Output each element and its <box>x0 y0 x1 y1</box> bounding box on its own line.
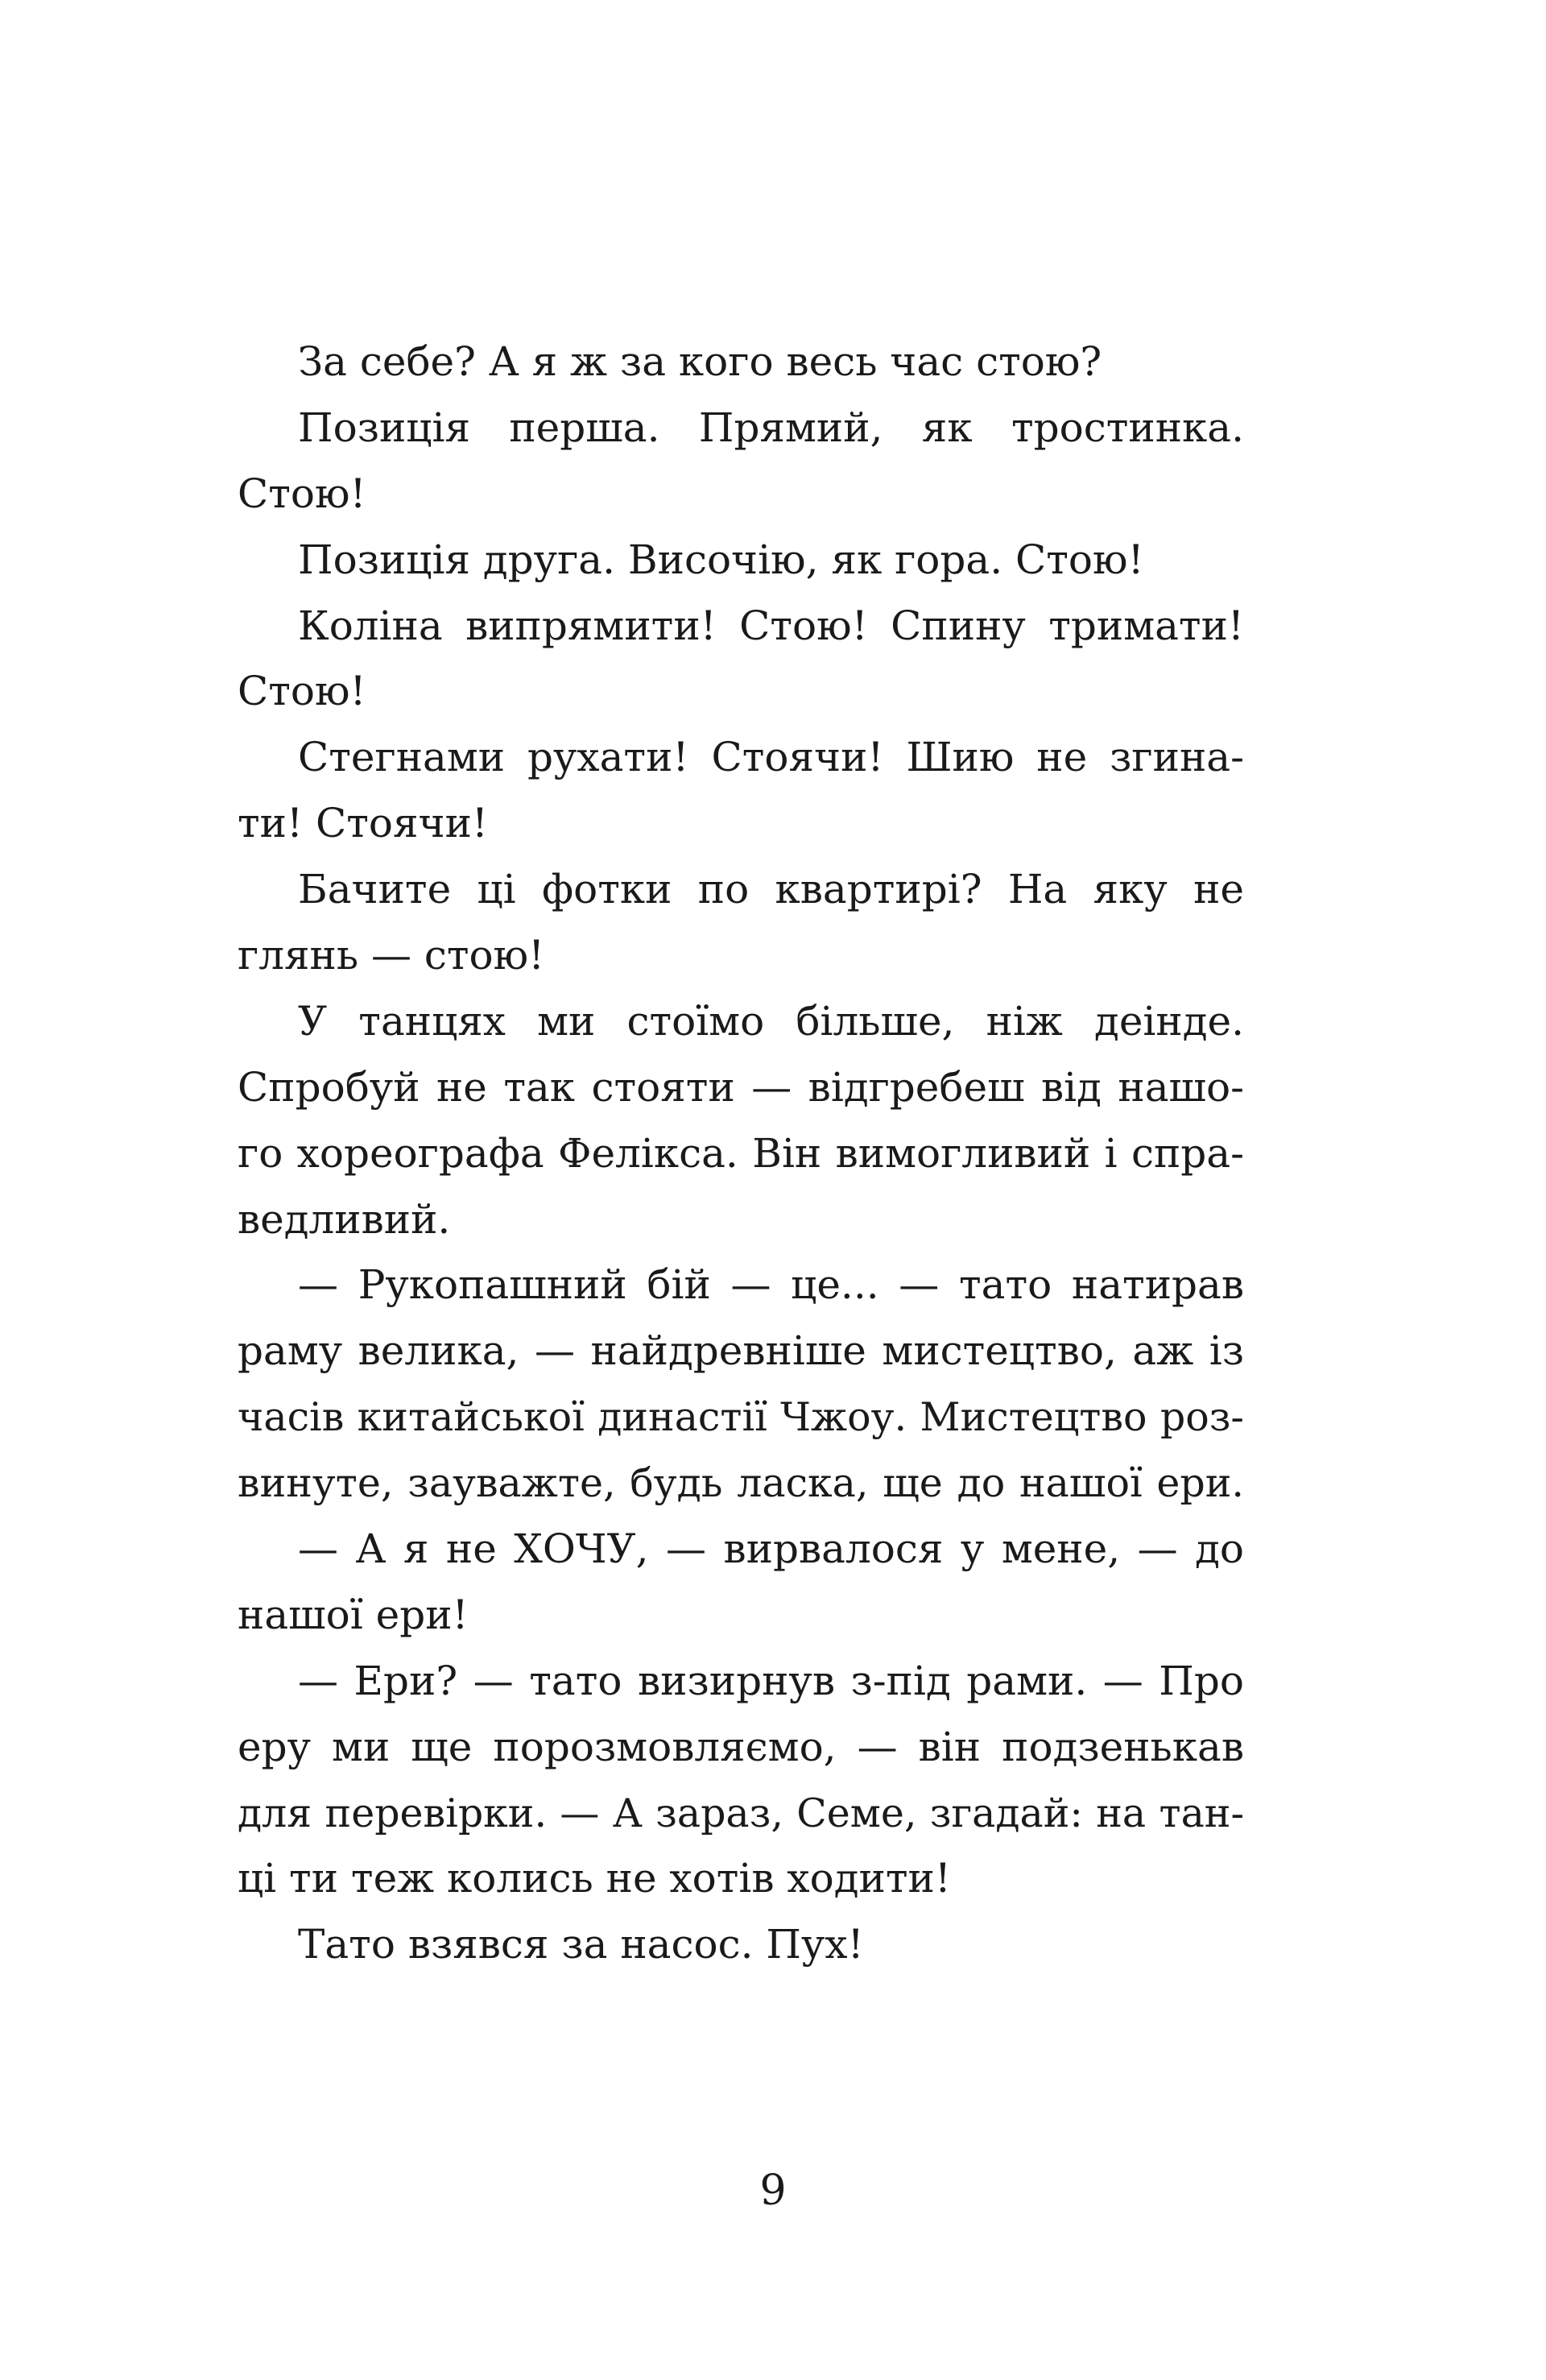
text-line-11: У танцях ми стоїмо більше, ніж деінде. <box>298 997 1244 1045</box>
text-line-1: За себе? А я ж за кого весь час стою? <box>298 338 1102 385</box>
text-line-17: часів китайської династії Чжоу. Мистецтво роз- <box>238 1394 1244 1441</box>
text-line-7: Стегнами рухати! Стоячи! Шию не згина- <box>298 734 1244 781</box>
text-line-23: для перевірки. — А зараз, Семе, згадай: на тан- <box>238 1790 1244 1836</box>
text-line-21: — Ери? — тато визирнув з-під рами. — Про <box>298 1657 1244 1704</box>
text-line-8: ти! Стоячи! <box>238 800 489 847</box>
text-line-6: Стою! <box>238 668 366 715</box>
text-line-22: еру ми ще порозмовляємо, — він подзенькав <box>238 1723 1244 1770</box>
text-line-10: глянь — стою! <box>238 932 545 979</box>
text-line-13: го хореографа Фелікса. Він вимогливий і спра- <box>238 1129 1244 1177</box>
page-number: 9 <box>759 2167 787 2215</box>
body-text <box>238 329 1244 1978</box>
text-line-12: Спробуй не так стояти — відгребеш від нашо- <box>238 1063 1244 1111</box>
text-line-9: Бачите ці фотки по квартирі? На яку не <box>298 866 1244 913</box>
text-line-19: — А я не ХОЧУ, — вирвалося у мене, — до <box>298 1525 1244 1573</box>
text-line-24: ці ти теж колись не хотів ходити! <box>238 1855 951 1902</box>
text-line-16: раму велика, — найдревніше мистецтво, аж із <box>238 1327 1244 1375</box>
text-line-18: винуте, зауважте, будь ласка, ще до нашої ери. <box>238 1460 1244 1507</box>
text-line-5: Коліна випрямити! Стою! Спину тримати! <box>298 602 1244 649</box>
text-line-2: Позиція перша. Прямий, як тростинка. <box>298 404 1244 451</box>
text-line-3: Стою! <box>238 470 366 517</box>
text-line-14: ведливий. <box>238 1195 451 1243</box>
text-line-4: Позиція друга. Височію, як гора. Стою! <box>298 536 1144 583</box>
text-line-20: нашої ери! <box>238 1591 469 1638</box>
text-line-25: Тато взявся за насос. Пух! <box>298 1921 864 1968</box>
text-line-15: — Рукопашний бій — це... — тато натирав <box>298 1261 1244 1309</box>
